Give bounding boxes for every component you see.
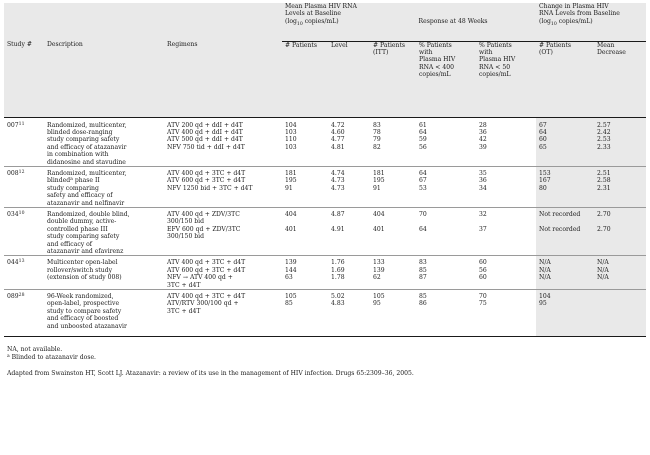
study-level: 5.02 4.83 (328, 290, 370, 337)
study-mean-decrease: 2.51 2.58 2.31 (594, 166, 646, 207)
study-description: Randomized, double blind, double dummy, active- controlled phase III study comparing safety and efficacy of atazanavir and efavirenz (44, 207, 164, 255)
study-mean-decrease: 2.57 2.42 2.53 2.33 (594, 117, 646, 166)
study-patients: 105 85 (282, 290, 328, 337)
col-description: Description (44, 41, 164, 117)
col-patients-ot: # Patients (OT) (536, 41, 594, 117)
col-patients-itt: # Patients (ITT) (370, 41, 416, 117)
study-description: Randomized, multicenter, blinded dose-ranging study comparing safety and efficacy of atazanavir in combination with didanosine and stavudine (47, 121, 127, 166)
study-pct-50: 28 36 42 39 (479, 121, 487, 151)
group-header-row (4, 3, 646, 41)
study-pct-50: 70 75 (476, 290, 536, 337)
col-study: Study # (4, 41, 44, 117)
study-id: $034^{10}$ (4, 207, 44, 255)
study-regimens: ATV 400 qd + 3TC + d4T ATV/RTV 300/100 qd + 3TC + d4T (164, 290, 282, 337)
study-level: 4.72 4.60 4.77 4.81 (331, 121, 345, 151)
study-pct-400: 83 85 87 (416, 256, 476, 290)
study-id: $008^{12}$ (4, 166, 44, 207)
study-itt: 83 78 79 82 (373, 121, 381, 151)
study-patients: 181 195 91 (282, 166, 328, 207)
study-ot: 104 95 (536, 290, 594, 337)
table-row (4, 207, 646, 255)
table-row (4, 256, 646, 290)
response-group-header: Response at 48 Weeks (370, 3, 536, 41)
study-id: $044^{13}$ (4, 256, 44, 290)
study-pct-400: 61 64 59 56 (419, 121, 427, 151)
study-pct-50: 32 37 (476, 207, 536, 255)
footnote-source: Adapted from Swainston HT, Scott LJ. Atazanavir: a review of its use in the management of HIV infection. Drugs 65:2309–36, 2005. (7, 370, 414, 378)
column-header-row (4, 41, 646, 117)
study-regimens: ATV 200 qd + ddI + d4T ATV 400 qd + ddI + d4T ATV 500 qd + ddI + d4T NFV 750 tid + ddI + d4T (167, 121, 245, 151)
study-ot: N/A N/A N/A (536, 256, 594, 290)
study-patients: 104 103 110 103 (285, 121, 297, 151)
study-level: 1.76 1.69 1.78 (328, 256, 370, 290)
footnote-a: $^a$ Blinded to atazanavir dose. (7, 354, 96, 362)
table-row (4, 166, 646, 207)
study-pct-50: 35 36 34 (476, 166, 536, 207)
study-level: 4.87 4.91 (328, 207, 370, 255)
col-pct-below-400: % Patients with Plasma HIV RNA < 400 copies/mL (416, 41, 476, 117)
study-itt: 404 401 (370, 207, 416, 255)
study-description: Multicenter open-label rollover/switch study (extension of study 008) (44, 256, 164, 290)
study-pct-50: 60 56 60 (476, 256, 536, 290)
study-pct-400: 70 64 (416, 207, 476, 255)
study-itt: 133 139 62 (370, 256, 416, 290)
study-itt: 181 195 91 (370, 166, 416, 207)
table-row (4, 117, 646, 166)
col-regimens: Regimens (164, 41, 282, 117)
col-pct-below-50: % Patients with Plasma HIV RNA < 50 copies/mL (476, 41, 536, 117)
table-row (4, 290, 646, 337)
study-mean-decrease: N/A N/A N/A (594, 256, 646, 290)
study-pct-400: 64 67 53 (416, 166, 476, 207)
study-regimens: ATV 400 qd + 3TC + d4T ATV 600 qd + 3TC + d4T NFV 1250 bid + 3TC + d4T (164, 166, 282, 207)
baseline-group-header: Mean Plasma HIV RNA Levels at Baseline ($\log_{10}$ copies/mL) (282, 3, 370, 41)
study-id: $007^{11}$ (7, 121, 25, 129)
study-patients: 139 144 63 (282, 256, 328, 290)
study-description: Randomized, multicenter, blinded$^a$ phase II study comparing safety and efficacy of atazanavir and nelfinavir (44, 166, 164, 207)
study-mean-decrease (594, 290, 646, 337)
study-patients: 404 401 (282, 207, 328, 255)
study-ot: 67 64 60 65 (536, 117, 594, 166)
table-footnotes (4, 346, 646, 378)
study-description: 96-Week randomized, open-label, prospective study to compare safety and efficacy of boosted and unboosted atazanavir (44, 290, 164, 337)
study-pct-400: 85 86 (416, 290, 476, 337)
study-regimens: ATV 400 qd + ZDV/3TC 300/150 bid EFV 600 qd + ZDV/3TC 300/150 bid (164, 207, 282, 255)
col-mean-decrease: Mean Decrease (594, 41, 646, 117)
study-id: $089^{28}$ (4, 290, 44, 337)
study-ot: Not recorded Not recorded (536, 207, 594, 255)
footnote-na: NA, not available. (7, 346, 63, 354)
study-mean-decrease: 2.70 2.70 (594, 207, 646, 255)
study-itt: 105 95 (370, 290, 416, 337)
change-group-header: Change in Plasma HIV RNA Levels from Baseline ($\log_{10}$ copies/mL) (536, 3, 646, 41)
col-patients: # Patients (282, 41, 328, 117)
study-level: 4.74 4.73 4.73 (328, 166, 370, 207)
study-regimens: ATV 400 qd + 3TC + d4T ATV 600 qd + 3TC + d4T NFV → ATV 400 qd + 3TC + d4T (164, 256, 282, 290)
study-ot: 153 167 80 (536, 166, 594, 207)
atazanavir-trials-table (4, 3, 646, 337)
col-level: Level (328, 41, 370, 117)
